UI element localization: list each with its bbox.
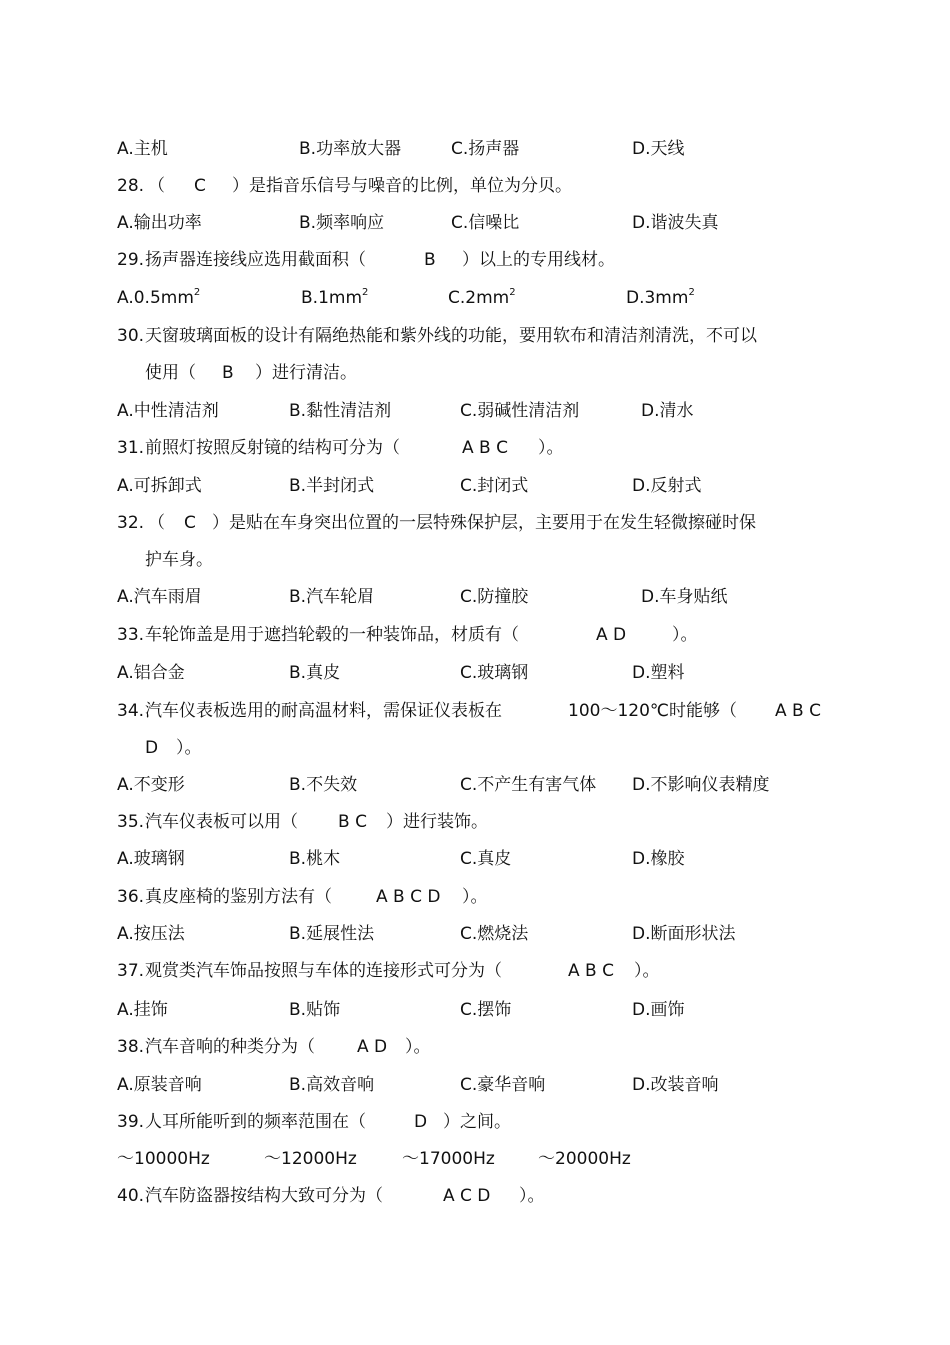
q38-option-d: D.改装音响 bbox=[632, 1075, 719, 1095]
q34-answer-line1: A B C bbox=[775, 701, 821, 721]
q34-stem-end: ）。 bbox=[176, 738, 202, 758]
q36-option-b: B.延展性法 bbox=[289, 924, 375, 944]
q36-option-c: C.燃烧法 bbox=[460, 924, 529, 944]
q28-open-paren: （ bbox=[148, 176, 165, 196]
q38-number: 38. bbox=[117, 1037, 145, 1057]
q31-option-b: B.半封闭式 bbox=[289, 476, 375, 496]
q34-answer-line2: D bbox=[145, 738, 159, 758]
q40-stem-end: ）。 bbox=[519, 1186, 545, 1206]
q27-option-a: A.主机 bbox=[117, 139, 168, 159]
q28-stem-text: ）是指音乐信号与噪音的比例，单位为分贝。 bbox=[232, 176, 572, 196]
q30-option-b: B.黏性清洁剂 bbox=[289, 401, 392, 421]
q36-option-a: A.按压法 bbox=[117, 924, 185, 944]
q39-option-d: ～20000Hz bbox=[538, 1149, 631, 1169]
q29-option-d: $D.3mm^2$ bbox=[626, 287, 695, 308]
q28-option-c: C.信噪比 bbox=[451, 213, 520, 233]
q38-option-b: B.高效音响 bbox=[289, 1075, 375, 1095]
q29-option-b: $B.1mm^2$ bbox=[301, 287, 369, 308]
q33-option-b: B.真皮 bbox=[289, 663, 341, 683]
q32-stem-line2-text: 护车身。 bbox=[145, 550, 213, 570]
q33-answer: A D bbox=[596, 625, 627, 645]
q28-answer: C bbox=[194, 176, 206, 196]
q30-option-d: D.清水 bbox=[641, 401, 694, 421]
q36-option-d: D.断面形状法 bbox=[632, 924, 736, 944]
q32-open-paren: （ bbox=[148, 513, 165, 533]
q32-option-d: D.车身贴纸 bbox=[641, 587, 728, 607]
q30-option-a: A.中性清洁剂 bbox=[117, 401, 219, 421]
q33-option-d: D.塑料 bbox=[632, 663, 685, 683]
q37-option-b: B.贴饰 bbox=[289, 1000, 341, 1020]
q35-option-a: A.玻璃钢 bbox=[117, 849, 185, 869]
q39-option-a: ～10000Hz bbox=[117, 1149, 210, 1169]
q30-number: 30. bbox=[117, 326, 145, 346]
q38-option-a: A.原装音响 bbox=[117, 1075, 202, 1095]
q32-option-b: B.汽车轮眉 bbox=[289, 587, 375, 607]
q30-stem-line2-start: 使用（ bbox=[145, 363, 196, 383]
q28-option-a: A.输出功率 bbox=[117, 213, 202, 233]
q27-option-b: B.功率放大器 bbox=[299, 139, 402, 159]
q35-stem-end: ）进行装饰。 bbox=[386, 812, 488, 832]
q39-stem-start: 人耳所能听到的频率范围在（ bbox=[145, 1112, 366, 1132]
q31-number: 31. bbox=[117, 438, 145, 458]
q33-option-a: A.铝合金 bbox=[117, 663, 185, 683]
q31-option-c: C.封闭式 bbox=[460, 476, 529, 496]
q35-answer: B C bbox=[338, 812, 367, 832]
q38-option-c: C.豪华音响 bbox=[460, 1075, 546, 1095]
q39-stem-end: ）之间。 bbox=[443, 1112, 511, 1132]
q29-stem-end: ）以上的专用线材。 bbox=[462, 250, 615, 270]
q36-stem-start: 真皮座椅的鉴别方法有（ bbox=[145, 887, 332, 907]
q37-option-d: D.画饰 bbox=[632, 1000, 685, 1020]
q37-number: 37. bbox=[117, 961, 145, 981]
q29-number: 29. bbox=[117, 250, 145, 270]
q29-stem-start: 扬声器连接线应选用截面积（ bbox=[145, 250, 366, 270]
q34-number: 34. bbox=[117, 701, 145, 721]
q31-stem-start: 前照灯按照反射镜的结构可分为（ bbox=[145, 438, 400, 458]
q39-number: 39. bbox=[117, 1112, 145, 1132]
q34-option-c: C.不产生有害气体 bbox=[460, 775, 597, 795]
q32-option-c: C.防撞胶 bbox=[460, 587, 529, 607]
q33-option-c: C.玻璃钢 bbox=[460, 663, 529, 683]
q35-option-b: B.桃木 bbox=[289, 849, 341, 869]
q39-answer: D bbox=[414, 1112, 428, 1132]
q29-answer: B bbox=[424, 250, 436, 270]
q37-option-c: C.摆饰 bbox=[460, 1000, 512, 1020]
q36-number: 36. bbox=[117, 887, 145, 907]
q38-stem-end: ）。 bbox=[405, 1037, 431, 1057]
q34-temperature-range: 100～120℃时能够（ bbox=[568, 701, 737, 721]
q30-stem-line1-text: 天窗玻璃面板的设计有隔绝热能和紫外线的功能，要用软布和清洁剂清洗，不可以 bbox=[145, 326, 757, 346]
q31-stem-end: ）。 bbox=[538, 438, 564, 458]
q40-stem-start: 汽车防盗器按结构大致可分为（ bbox=[145, 1186, 383, 1206]
q34-option-a: A.不变形 bbox=[117, 775, 185, 795]
q33-stem-start: 车轮饰盖是用于遮挡轮毂的一种装饰品，材质有（ bbox=[145, 625, 519, 645]
q37-option-a: A.挂饰 bbox=[117, 1000, 168, 1020]
q33-stem-end: ）。 bbox=[672, 625, 698, 645]
q30-option-c: C.弱碱性清洁剂 bbox=[460, 401, 580, 421]
q28-option-b: B.频率响应 bbox=[299, 213, 385, 233]
q39-option-b: ～12000Hz bbox=[264, 1149, 357, 1169]
q34-stem-start: 汽车仪表板选用的耐高温材料，需保证仪表板在 bbox=[145, 701, 502, 721]
q37-stem-start: 观赏类汽车饰品按照与车体的连接形式可分为（ bbox=[145, 961, 502, 981]
q31-option-d: D.反射式 bbox=[632, 476, 702, 496]
q28-option-d: D.谐波失真 bbox=[632, 213, 719, 233]
q32-number: 32. bbox=[117, 513, 145, 533]
q30-stem-line2-end: ）进行清洁。 bbox=[255, 363, 357, 383]
q29-option-c: $C.2mm^2$ bbox=[448, 287, 516, 308]
q34-option-b: B.不失效 bbox=[289, 775, 358, 795]
q35-option-c: C.真皮 bbox=[460, 849, 512, 869]
q37-answer: A B C bbox=[568, 961, 614, 981]
q39-option-c: ～17000Hz bbox=[402, 1149, 495, 1169]
q31-answer: A B C bbox=[462, 438, 508, 458]
q38-stem-start: 汽车音响的种类分为（ bbox=[145, 1037, 315, 1057]
q33-number: 33. bbox=[117, 625, 145, 645]
q31-option-a: A.可拆卸式 bbox=[117, 476, 202, 496]
q36-stem-end: ）。 bbox=[462, 887, 488, 907]
q32-answer: C bbox=[184, 513, 196, 533]
q34-option-d: D.不影响仪表精度 bbox=[632, 775, 770, 795]
q30-answer: B bbox=[222, 363, 234, 383]
q40-answer: A C D bbox=[443, 1186, 491, 1206]
q36-answer: A B C D bbox=[376, 887, 441, 907]
q32-option-a: A.汽车雨眉 bbox=[117, 587, 202, 607]
q35-number: 35. bbox=[117, 812, 145, 832]
q27-option-d: D.天线 bbox=[632, 139, 685, 159]
q38-answer: A D bbox=[357, 1037, 388, 1057]
q32-stem-line1-text: ）是贴在车身突出位置的一层特殊保护层，主要用于在发生轻微擦碰时保 bbox=[212, 513, 756, 533]
q27-option-c: C.扬声器 bbox=[451, 139, 520, 159]
q35-stem-start: 汽车仪表板可以用（ bbox=[145, 812, 298, 832]
q29-option-a: $A.0.5mm^2$ bbox=[117, 287, 201, 308]
q37-stem-end: ）。 bbox=[634, 961, 660, 981]
q40-number: 40. bbox=[117, 1186, 145, 1206]
q35-option-d: D.橡胶 bbox=[632, 849, 685, 869]
q28-number: 28. bbox=[117, 176, 145, 196]
